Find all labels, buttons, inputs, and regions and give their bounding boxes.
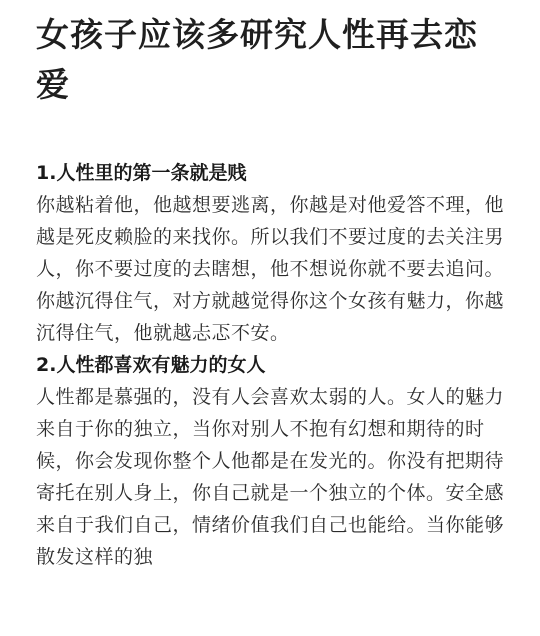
section-1-heading: 1.人性里的第一条就是贱 — [36, 162, 247, 184]
section-1-body: 你越粘着他，他越想要逃离，你越是对他爱答不理，他越是死皮赖脸的来找你。所以我们不要过度的去关注男人，你不要过度的去瞎想，他不想说你就不要去追问。你越沉得住气，对方就越觉得你这个女孩有魅力，你越沉得住气，他就越忐忑不安。 — [36, 194, 505, 344]
section-2-body: 人性都是慕强的，没有人会喜欢太弱的人。女人的魅力来自于你的独立，当你对别人不抱有幻想和期待的时候，你会发现你整个人他都是在发光的。你没有把期待寄托在别人身上，你自己就是一个独立的个体。安全感来自于我们自己，情绪价值我们自己也能给。当你能够散发这样的独 — [36, 386, 505, 568]
section-1 — [36, 157, 510, 349]
article-title: 女孩子应该多研究人性再去恋爱 — [36, 15, 478, 104]
section-2 — [36, 349, 510, 573]
section-2-heading: 2.人性都喜欢有魅力的女人 — [36, 354, 266, 376]
